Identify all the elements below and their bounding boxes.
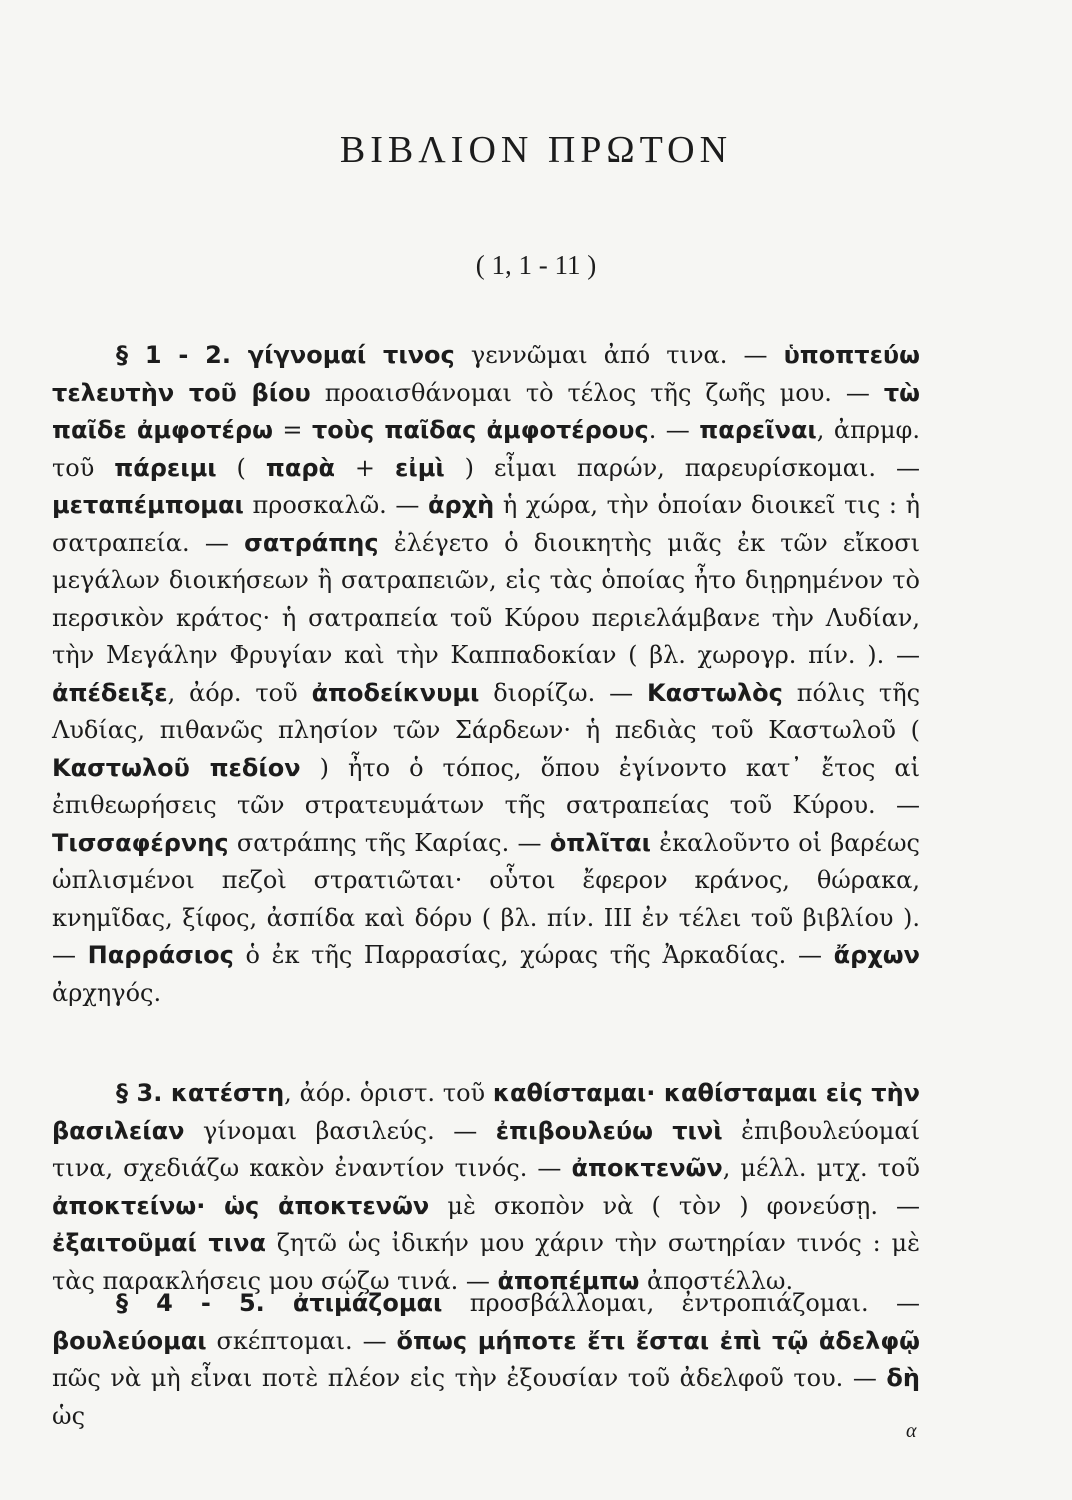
gloss-text: ) ἦτο ὁ τόπος, ὅπου ἐγίνοντο κατ᾽ ἔτος αἱ ἐπιθεωρήσεις τῶν στρατευμάτων τῆς σατραπείας τοῦ Κύρου. — (52, 753, 920, 819)
gloss-text: , ἀόρ. τοῦ (167, 678, 312, 707)
lemma-term: παρεῖναι (699, 416, 817, 444)
lemma-term: Παρράσιος (87, 941, 234, 969)
lemma-term: πάρειμι (114, 453, 217, 482)
gloss-text: ( (216, 453, 266, 482)
gloss-text: , μέλλ. μτχ. τοῦ (722, 1154, 920, 1182)
lemma-term: μεταπέμπομαι (52, 491, 244, 519)
gloss-text: = (272, 416, 312, 444)
gloss-text: σατράπης τῆς Καρίας. — (228, 828, 550, 857)
lemma-term: ἀποκτείνω· ὡς ἀποκτενῶν (52, 1191, 430, 1220)
lemma-term: καθίσταμαι· καθίσταμαι εἰς τὴν βασιλείαν (52, 1079, 920, 1145)
gloss-text: σκέπτομαι. — (206, 1326, 397, 1355)
gloss-text: προσβάλλομαι, ἐντροπιάζομαι. — (442, 1289, 920, 1317)
lemma-term: Καστωλοῦ πεδίον (52, 753, 301, 782)
commentary-paragraph-1-2 (52, 337, 920, 1012)
lemma-term: ἀποδείκνυμι (311, 678, 480, 707)
gloss-text: ὁ ἐκ τῆς Παρρασίας, χώρας τῆς Ἀρκαδίας. — (233, 941, 834, 969)
gloss-text: ἐκαλοῦντο οἱ βαρέως ὡπλισμένοι πεζοὶ στρατιῶται· οὗτοι ἔφερον κράνος, θώρακα, κνημῖδας, ξίφος, ἀσπίδα καὶ δόρυ ( βλ. πίν. III ἐν τέλει τοῦ βιβλίου ). — (52, 828, 920, 969)
book-title: ΒΙΒΛΙΟΝ ΠΡΩΤΟΝ (339, 129, 733, 171)
gloss-text: + (335, 453, 395, 482)
gloss-text: διορίζω. — (479, 678, 648, 707)
gloss-text: ὡς (52, 1401, 86, 1430)
lemma-term: ἀποπέμπω (497, 1266, 640, 1295)
commentary-paragraph-3 (52, 1075, 920, 1300)
gloss-text: , ἀόρ. ὁριστ. τοῦ (284, 1079, 493, 1107)
lemma-term: ἄρχων (833, 941, 920, 969)
lemma-term: ὅπως μήποτε ἔτι ἔσται ἐπὶ τῷ ἀδελφῷ (396, 1326, 920, 1355)
commentary-paragraph-4-5 (52, 1285, 920, 1435)
gloss-text: προαισθάνομαι τὸ τέλος τῆς ζωῆς μου. — (310, 378, 884, 407)
lemma-term: ἀπέδειξε (52, 678, 168, 707)
gloss-text: ἀποστέλλω. (639, 1266, 794, 1295)
lemma-term: ἀποκτενῶν (571, 1154, 723, 1182)
lemma-term: ἐξαιτοῦμαί τινα (52, 1229, 266, 1257)
lemma-term: βουλεύομαι (52, 1326, 207, 1355)
lemma-term: τὼ παῖδε ἀμφοτέρω (52, 378, 920, 444)
gloss-text: ζητῶ ὡς ἰδικήν μου χάριν τὴν σωτηρίαν τινός : μὲ τὰς παρακλήσεις μου σῴζω τινά. — (52, 1229, 921, 1295)
gloss-text: ) εἶμαι παρών, παρευρίσκομαι. — (444, 453, 920, 482)
gloss-text: . — (648, 416, 700, 444)
lemma-term: § 3. κατέστη (116, 1079, 285, 1107)
gloss-text: πῶς νὰ μὴ εἶναι ποτὲ πλέον εἰς τὴν ἐξουσίαν τοῦ ἀδελφοῦ του. — (52, 1364, 887, 1392)
printer-signature-mark: α (906, 1420, 917, 1442)
lemma-term: εἰμὶ (394, 453, 445, 482)
lemma-term: § 4 - 5. ἀτιμάζομαι (116, 1289, 443, 1317)
lemma-term: § 1 - 2. γίγνομαί τινος (116, 341, 455, 369)
gloss-text: γίνομαι βασιλεύς. — (184, 1116, 496, 1145)
gloss-text: ἐπιβουλεύομαί τινα, σχεδιάζω κακὸν ἐναντίον τινός. — (52, 1116, 921, 1182)
lemma-term: ἐπιβουλεύω τινὶ (495, 1116, 723, 1145)
gloss-text: ἀρχηγός. (52, 978, 162, 1007)
gloss-text: προσκαλῶ. — (243, 491, 429, 519)
gloss-text: πόλις τῆς Λυδίας, πιθανῶς πλησίον τῶν Σάρδεων· ἡ πεδιὰς τοῦ Καστωλοῦ ( (52, 678, 921, 744)
lemma-term: δὴ (886, 1364, 920, 1392)
lemma-term: τοὺς παῖδας ἀμφοτέρους (311, 416, 649, 444)
lemma-term: ὑποπτεύω τελευτὴν τοῦ βίου (52, 341, 920, 407)
lemma-term: ἀρχὴ (428, 491, 495, 519)
lemma-term: παρὰ (265, 453, 335, 482)
gloss-text: μὲ σκοπὸν νὰ ( τὸν ) φονεύσῃ. — (429, 1191, 921, 1220)
lemma-term: Καστωλὸς (647, 678, 783, 707)
lemma-term: σατράπης (244, 528, 379, 557)
gloss-text: ἡ χώρα, τὴν ὁποίαν διοικεῖ τις : ἡ σατραπεία. — (52, 491, 921, 557)
gloss-text: γεννῶμαι ἀπό τινα. — (454, 341, 784, 369)
gloss-text: ἐλέγετο ὁ διοικητὴς μιᾶς ἐκ τῶν εἴκοσι μεγάλων διοικήσεων ἢ σατραπειῶν, εἰς τὰς ὁποίας ἦτο διῃρημένον τὸ περσικὸν κράτος· ἡ σατραπεία τοῦ Κύρου περιελάμβανε τὴν Λυδίαν, τὴν Μεγάλην Φρυγίαν καὶ τὴν Καππαδοκίαν ( βλ. χωρογρ. πίν. ). — (52, 528, 920, 669)
lemma-term: ὁπλῖται (549, 828, 651, 857)
chapter-reference: ( 1, 1 - 11 ) (475, 250, 597, 280)
gloss-text: , ἀπρμφ. τοῦ (52, 416, 920, 482)
lemma-term: Τισσαφέρνης (52, 828, 229, 857)
